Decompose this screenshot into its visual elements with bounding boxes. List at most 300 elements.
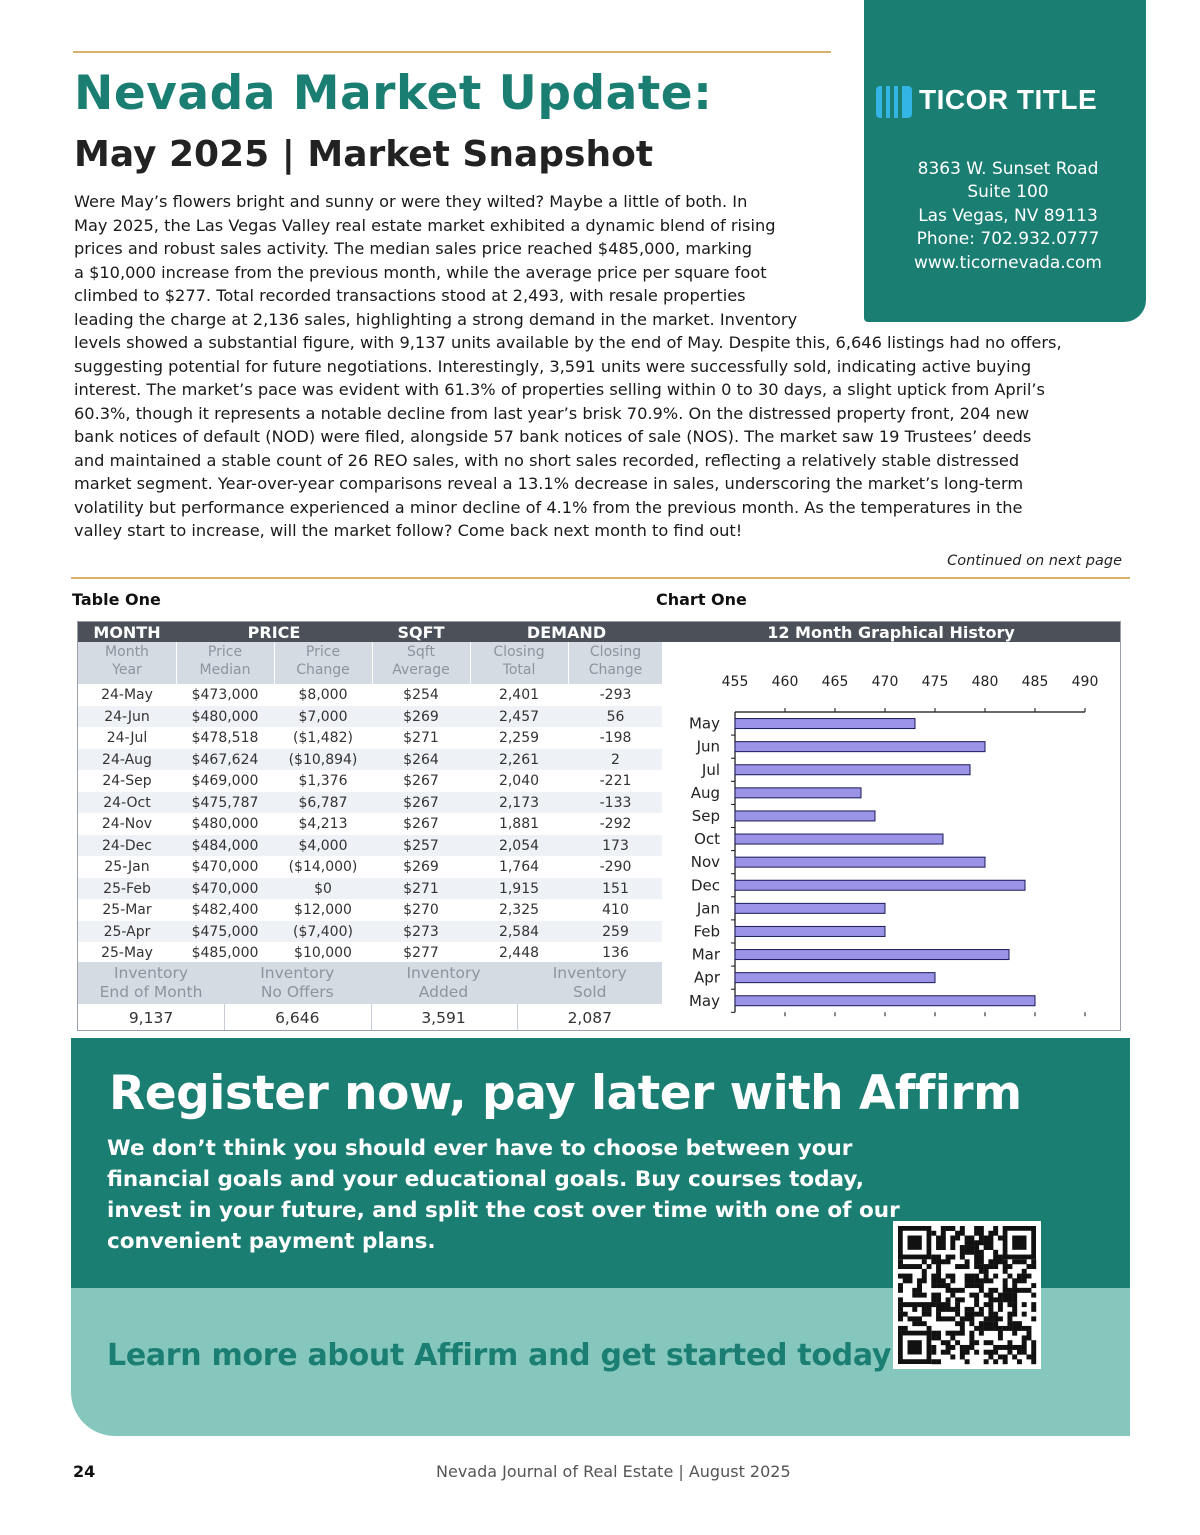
qr-module — [969, 1283, 974, 1288]
y-category-label: Jul — [701, 760, 720, 779]
website-link[interactable]: www.ticornevada.com — [913, 253, 1102, 273]
table-cell: -221 — [599, 773, 632, 789]
qr-module — [1022, 1326, 1027, 1331]
qr-module — [1022, 1259, 1027, 1264]
qr-module — [922, 1259, 927, 1264]
qr-module — [965, 1316, 970, 1321]
qr-module — [1031, 1350, 1036, 1355]
y-category-label: Mar — [691, 945, 720, 964]
column-header-line: Month — [105, 644, 149, 660]
qr-module — [941, 1259, 946, 1264]
qr-code-icon[interactable] — [893, 1221, 1041, 1369]
qr-module — [950, 1240, 955, 1245]
qr-module — [908, 1278, 913, 1283]
qr-module — [1022, 1335, 1027, 1340]
qr-module — [984, 1236, 989, 1241]
qr-module — [1012, 1283, 1017, 1288]
qr-module — [936, 1245, 941, 1250]
table-cell: $482,400 — [191, 902, 259, 918]
qr-module — [984, 1321, 989, 1326]
qr-module — [1012, 1259, 1017, 1264]
qr-module — [974, 1226, 979, 1231]
qr-module — [917, 1302, 922, 1307]
qr-module — [984, 1245, 989, 1250]
column-header-line: Sqft — [407, 644, 435, 660]
qr-module — [941, 1302, 946, 1307]
history-chart — [662, 621, 1121, 1031]
qr-module — [993, 1345, 998, 1350]
qr-module — [936, 1269, 941, 1274]
qr-module — [927, 1302, 932, 1307]
brand-name: TICOR TITLE — [919, 84, 1098, 115]
qr-module — [998, 1255, 1003, 1260]
qr-module — [931, 1274, 936, 1279]
qr-module — [950, 1226, 955, 1231]
intro-line: climbed to $277. Total recorded transactions stood at 2,493, with resale properties — [74, 286, 746, 305]
qr-module — [1007, 1326, 1012, 1331]
table-cell: $267 — [403, 816, 439, 832]
qr-module — [1012, 1331, 1017, 1336]
table-row — [78, 942, 663, 964]
x-tick-label: 480 — [971, 674, 999, 690]
qr-module — [979, 1312, 984, 1317]
y-category-label: Feb — [693, 922, 720, 941]
table-cell: 2 — [611, 751, 620, 768]
inventory-header — [78, 962, 663, 1004]
qr-module — [969, 1293, 974, 1298]
table-cell: 2,325 — [498, 902, 540, 918]
qr-module — [960, 1321, 965, 1326]
inventory-header-cell — [371, 964, 517, 1002]
qr-module — [1007, 1302, 1012, 1307]
column-header — [568, 643, 663, 679]
qr-module — [984, 1350, 989, 1355]
table-cell: $257 — [403, 837, 439, 854]
bar — [735, 903, 885, 913]
qr-module — [931, 1231, 936, 1236]
qr-module — [960, 1326, 965, 1331]
promo-cta-link[interactable]: Learn more about Affirm and get started today — [107, 1338, 892, 1373]
qr-module — [998, 1354, 1003, 1359]
qr-module — [969, 1240, 974, 1245]
qr-module — [931, 1302, 936, 1307]
qr-module — [903, 1278, 908, 1283]
y-category-label: Sep — [691, 806, 720, 825]
qr-module — [965, 1274, 970, 1279]
qr-module — [1012, 1288, 1017, 1293]
qr-module — [1026, 1326, 1031, 1331]
qr-module — [979, 1307, 984, 1312]
qr-module — [903, 1264, 908, 1269]
qr-module — [903, 1326, 908, 1331]
table-cell: $271 — [403, 880, 439, 897]
qr-module — [922, 1321, 927, 1326]
qr-module — [974, 1297, 979, 1302]
qr-module — [965, 1240, 970, 1245]
qr-module — [998, 1293, 1003, 1298]
qr-module — [903, 1274, 908, 1279]
x-tick-label: 455 — [721, 674, 749, 690]
qr-module — [1012, 1345, 1017, 1350]
qr-module — [936, 1307, 941, 1312]
column-header-line: Total — [502, 662, 536, 678]
table-cell: 2,173 — [498, 794, 540, 811]
qr-module — [984, 1269, 989, 1274]
qr-module — [1007, 1316, 1012, 1321]
qr-module — [936, 1331, 941, 1336]
qr-module — [974, 1293, 979, 1298]
address-line: Las Vegas, NV 89113 — [918, 206, 1098, 226]
qr-module — [965, 1264, 970, 1269]
qr-module — [979, 1321, 984, 1326]
qr-module — [917, 1278, 922, 1283]
qr-module — [979, 1264, 984, 1269]
table-cell: 2,259 — [498, 730, 540, 746]
qr-module — [1026, 1288, 1031, 1293]
qr-module — [946, 1316, 951, 1321]
y-category-label: Nov — [690, 853, 720, 872]
qr-module — [988, 1293, 993, 1298]
qr-module — [974, 1278, 979, 1283]
qr-module — [927, 1312, 932, 1317]
intro-line: prices and robust sales activity. The median sales price reached $485,000, marking — [74, 239, 753, 258]
qr-module — [931, 1278, 936, 1283]
qr-module — [950, 1293, 955, 1298]
qr-module — [988, 1245, 993, 1250]
qr-module — [969, 1316, 974, 1321]
table-cell: $473,000 — [191, 687, 259, 703]
qr-module — [941, 1283, 946, 1288]
qr-module — [965, 1236, 970, 1241]
table-cell: $7,000 — [298, 708, 348, 725]
qr-module — [941, 1350, 946, 1355]
qr-module — [1007, 1345, 1012, 1350]
bar — [735, 788, 861, 798]
qr-module — [931, 1283, 936, 1288]
qr-module — [998, 1335, 1003, 1340]
qr-module — [1012, 1307, 1017, 1312]
table-cell: ($7,400) — [293, 923, 353, 940]
qr-module — [955, 1297, 960, 1302]
qr-module — [1012, 1302, 1017, 1307]
table-label: Table One — [72, 590, 161, 609]
table-cell: $467,624 — [191, 751, 259, 768]
table-cell: -198 — [599, 730, 632, 746]
table-cell: $470,000 — [191, 859, 259, 875]
table-cell: $469,000 — [191, 773, 259, 789]
qr-module — [993, 1359, 998, 1364]
qr-module — [1012, 1278, 1017, 1283]
table-column-header — [78, 642, 663, 684]
qr-module — [912, 1264, 917, 1269]
table-cell: $484,000 — [191, 837, 259, 854]
qr-module — [969, 1250, 974, 1255]
qr-module — [931, 1259, 936, 1264]
qr-module — [931, 1255, 936, 1260]
qr-module — [993, 1297, 998, 1302]
qr-module — [898, 1288, 903, 1293]
qr-module — [927, 1307, 932, 1312]
qr-module — [965, 1283, 970, 1288]
qr-module — [979, 1283, 984, 1288]
qr-module — [988, 1302, 993, 1307]
qr-module — [979, 1226, 984, 1231]
table-cell: 25-Mar — [102, 902, 152, 918]
x-tick-label: 475 — [921, 674, 949, 690]
table-cell: $475,000 — [191, 923, 259, 940]
qr-module — [950, 1345, 955, 1350]
qr-module — [950, 1316, 955, 1321]
qr-module — [974, 1326, 979, 1331]
qr-module — [1007, 1350, 1012, 1355]
continued-note: Continued on next page — [947, 553, 1122, 569]
table-cell: 24-Aug — [102, 751, 152, 768]
inventory-divider — [371, 1004, 372, 1030]
table-cell: $480,000 — [191, 708, 259, 725]
qr-module — [960, 1264, 965, 1269]
qr-module — [1003, 1269, 1008, 1274]
qr-module — [898, 1307, 903, 1312]
qr-module — [974, 1245, 979, 1250]
qr-module — [1031, 1340, 1036, 1345]
section-divider — [71, 577, 1130, 579]
qr-module — [960, 1250, 965, 1255]
qr-module — [960, 1354, 965, 1359]
qr-module — [974, 1264, 979, 1269]
qr-module — [1007, 1340, 1012, 1345]
group-sqft: SQFT — [397, 623, 445, 642]
inventory-header-line: Inventory — [260, 964, 335, 982]
top-divider — [73, 51, 831, 53]
phone-line: Phone: 702.932.0777 — [916, 229, 1100, 249]
qr-module — [950, 1354, 955, 1359]
table-row — [78, 899, 663, 921]
qr-module — [979, 1331, 984, 1336]
qr-module — [927, 1264, 932, 1269]
qr-module — [950, 1274, 955, 1279]
qr-module — [955, 1236, 960, 1241]
qr-module — [974, 1240, 979, 1245]
qr-module — [974, 1340, 979, 1345]
table-cell: -290 — [599, 859, 632, 875]
table-cell: $271 — [403, 730, 439, 746]
qr-module — [993, 1312, 998, 1317]
inventory-value: 9,137 — [128, 1009, 174, 1027]
qr-module — [1007, 1312, 1012, 1317]
table-cell: 2,584 — [498, 923, 540, 940]
x-tick-label: 460 — [771, 674, 799, 690]
qr-module — [912, 1321, 917, 1326]
intro-line: bank notices of default (NOD) were filed, alongside 57 bank notices of sale (NOS). The market saw 19 Trustees’ deeds — [74, 427, 1032, 446]
qr-module — [969, 1274, 974, 1279]
qr-module — [936, 1236, 941, 1241]
address-line: Suite 100 — [967, 182, 1049, 202]
qr-module — [1017, 1326, 1022, 1331]
page-title: Nevada Market Update: — [74, 66, 713, 121]
qr-module — [898, 1274, 903, 1279]
qr-module — [960, 1226, 965, 1231]
qr-module — [1022, 1274, 1027, 1279]
qr-module — [960, 1255, 965, 1260]
qr-finder — [1012, 1236, 1026, 1250]
table-cell: 2,054 — [498, 837, 540, 854]
qr-module — [936, 1293, 941, 1298]
table-cell: $6,787 — [298, 794, 348, 811]
qr-module — [974, 1283, 979, 1288]
group-month: MONTH — [93, 623, 161, 642]
column-header-line: Closing — [589, 644, 642, 660]
qr-module — [1017, 1288, 1022, 1293]
qr-module — [1026, 1274, 1031, 1279]
bar — [735, 742, 985, 752]
table-cell: $478,518 — [191, 730, 259, 746]
inventory-header-cell — [517, 964, 663, 1002]
table-cell: 25-Apr — [103, 923, 151, 940]
qr-module — [941, 1278, 946, 1283]
table-cell: $269 — [403, 859, 439, 875]
group-price: PRICE — [247, 623, 301, 642]
qr-module — [1003, 1326, 1008, 1331]
qr-module — [1003, 1288, 1008, 1293]
qr-module — [988, 1264, 993, 1269]
table-row — [78, 878, 663, 900]
market-table — [77, 621, 664, 1031]
qr-module — [969, 1335, 974, 1340]
qr-module — [1003, 1354, 1008, 1359]
qr-module — [955, 1312, 960, 1317]
qr-module — [931, 1350, 936, 1355]
qr-module — [908, 1264, 913, 1269]
qr-module — [941, 1307, 946, 1312]
qr-module — [1022, 1312, 1027, 1317]
intro-line: a $10,000 increase from the previous month, while the average price per square foot — [74, 263, 767, 282]
table-cell: $475,787 — [191, 794, 259, 811]
inventory-divider — [224, 1004, 225, 1030]
qr-module — [898, 1312, 903, 1317]
inventory-header-cell — [78, 964, 224, 1002]
qr-module — [922, 1312, 927, 1317]
qr-module — [965, 1259, 970, 1264]
bar — [735, 996, 1035, 1006]
bar — [735, 973, 935, 983]
y-category-label: Jun — [696, 737, 720, 756]
qr-module — [969, 1345, 974, 1350]
qr-module — [998, 1307, 1003, 1312]
qr-module — [936, 1335, 941, 1340]
qr-module — [950, 1245, 955, 1250]
qr-module — [931, 1335, 936, 1340]
bar — [735, 765, 970, 775]
qr-module — [988, 1354, 993, 1359]
intro-line: May 2025, the Las Vegas Valley real estate market exhibited a dynamic blend of rising — [74, 216, 776, 235]
qr-module — [960, 1316, 965, 1321]
qr-module — [898, 1326, 903, 1331]
qr-module — [946, 1297, 951, 1302]
inventory-divider — [517, 1004, 518, 1030]
promo-body-line: convenient payment plans. — [107, 1229, 436, 1254]
qr-module — [941, 1340, 946, 1345]
qr-module — [974, 1350, 979, 1355]
qr-module — [993, 1226, 998, 1231]
qr-module — [1007, 1293, 1012, 1298]
qr-module — [1026, 1335, 1031, 1340]
qr-module — [941, 1231, 946, 1236]
promo-title: Register now, pay later with Affirm — [109, 1066, 1022, 1121]
qr-module — [922, 1293, 927, 1298]
qr-module — [931, 1345, 936, 1350]
column-header — [470, 643, 568, 679]
table-cell: ($14,000) — [288, 859, 358, 875]
qr-module — [969, 1236, 974, 1241]
qr-module — [979, 1250, 984, 1255]
qr-module — [1003, 1264, 1008, 1269]
qr-module — [993, 1264, 998, 1269]
table-cell: $12,000 — [294, 902, 352, 918]
qr-module — [946, 1340, 951, 1345]
publication-footer: Nevada Journal of Real Estate | August 2025 — [436, 1462, 791, 1481]
table-row — [78, 727, 663, 749]
qr-module — [960, 1350, 965, 1355]
qr-module — [993, 1288, 998, 1293]
qr-module — [946, 1274, 951, 1279]
qr-module — [965, 1350, 970, 1355]
qr-module — [965, 1278, 970, 1283]
qr-module — [979, 1231, 984, 1236]
y-category-label: Jan — [696, 899, 720, 918]
qr-module — [1012, 1321, 1017, 1326]
qr-module — [1031, 1259, 1036, 1264]
qr-module — [903, 1302, 908, 1307]
qr-module — [984, 1274, 989, 1279]
table-cell: 136 — [602, 945, 629, 961]
qr-module — [960, 1345, 965, 1350]
qr-module — [1022, 1345, 1027, 1350]
table-row — [78, 856, 663, 878]
qr-module — [955, 1340, 960, 1345]
qr-module — [1031, 1293, 1036, 1298]
qr-module — [974, 1250, 979, 1255]
chart-label: Chart One — [656, 590, 747, 609]
qr-module — [1022, 1350, 1027, 1355]
qr-module — [912, 1316, 917, 1321]
qr-module — [1012, 1312, 1017, 1317]
qr-module — [936, 1297, 941, 1302]
qr-module — [955, 1307, 960, 1312]
qr-module — [908, 1302, 913, 1307]
qr-module — [960, 1231, 965, 1236]
affirm-promo — [71, 1038, 1130, 1436]
promo-body-line: invest in your future, and split the cost over time with one of our — [107, 1198, 900, 1223]
table-cell: 56 — [606, 708, 625, 725]
qr-module — [946, 1259, 951, 1264]
column-header-line: Year — [112, 662, 142, 678]
qr-module — [988, 1316, 993, 1321]
qr-module — [1026, 1331, 1031, 1336]
qr-module — [936, 1255, 941, 1260]
qr-module — [1012, 1293, 1017, 1298]
qr-module — [984, 1326, 989, 1331]
qr-module — [912, 1293, 917, 1298]
qr-module — [998, 1236, 1003, 1241]
bar — [735, 811, 875, 821]
table-cell: 25-May — [101, 945, 153, 961]
qr-finder — [908, 1236, 922, 1250]
column-header-line: Change — [296, 662, 350, 678]
qr-module — [979, 1288, 984, 1293]
qr-module — [1017, 1259, 1022, 1264]
qr-module — [984, 1302, 989, 1307]
intro-line: volatility but performance experienced a minor decline of 4.1% from the previous month. As the temperatures in the — [74, 498, 1023, 517]
